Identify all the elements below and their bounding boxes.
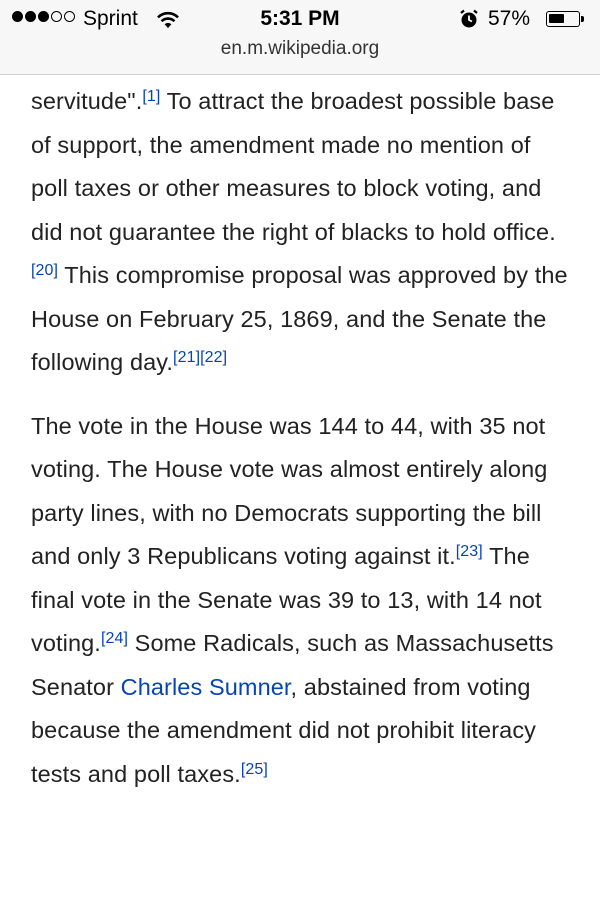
- citation-link[interactable]: [24]: [100, 630, 129, 647]
- carrier-name: Sprint: [83, 7, 138, 30]
- paragraph-text: To attract the broadest possible base of support, the amendment made no mention of poll taxes or other measures to block voting, and did not guarantee the right of blacks to hold office.: [31, 88, 556, 245]
- citation-link[interactable]: [25]: [240, 760, 268, 778]
- paragraph-text: This compromise proposal was approved by the House on February 25, 1869, and the Senate the following day.: [31, 262, 568, 375]
- paragraph-text: Some Radicals, such as Massachusetts Senator: [31, 630, 554, 700]
- clock-time: 5:31 PM: [260, 7, 340, 30]
- citation-link[interactable]: [21]: [173, 349, 201, 366]
- battery-level-fill: [549, 14, 564, 23]
- citation-link[interactable]: [1]: [142, 88, 161, 105]
- article-paragraph: [31, 80, 571, 385]
- browser-top-bar: [0, 0, 600, 75]
- article-paragraph: [31, 405, 571, 797]
- paragraph-text: The final vote in the Senate was 39 to 13, with 14 not voting.: [31, 543, 542, 656]
- battery-percentage: 57%: [488, 7, 531, 30]
- alarm-clock-icon: [459, 9, 479, 29]
- citation-link[interactable]: [23]: [455, 543, 483, 560]
- article-body: [31, 80, 571, 796]
- citation-link[interactable]: [20]: [31, 262, 59, 279]
- paragraph-text: servitude".: [31, 88, 143, 114]
- battery-tip: [581, 16, 584, 22]
- address-bar-url[interactable]: en.m.wikipedia.org: [220, 38, 380, 59]
- citation-link[interactable]: [22]: [200, 349, 228, 366]
- paragraph-text: The vote in the House was 144 to 44, with 35 not voting. The House vote was almost entirely along party lines, with no Democrats supporting the bill and only 3 Republicans voting against it.: [31, 412, 548, 569]
- paragraph-text: , abstained from voting because the amendment did not prohibit literacy tests and poll taxes.: [31, 673, 537, 787]
- battery-icon: [546, 11, 580, 27]
- status-bar: [0, 0, 600, 38]
- charles-sumner-link[interactable]: Charles Sumner: [120, 673, 291, 700]
